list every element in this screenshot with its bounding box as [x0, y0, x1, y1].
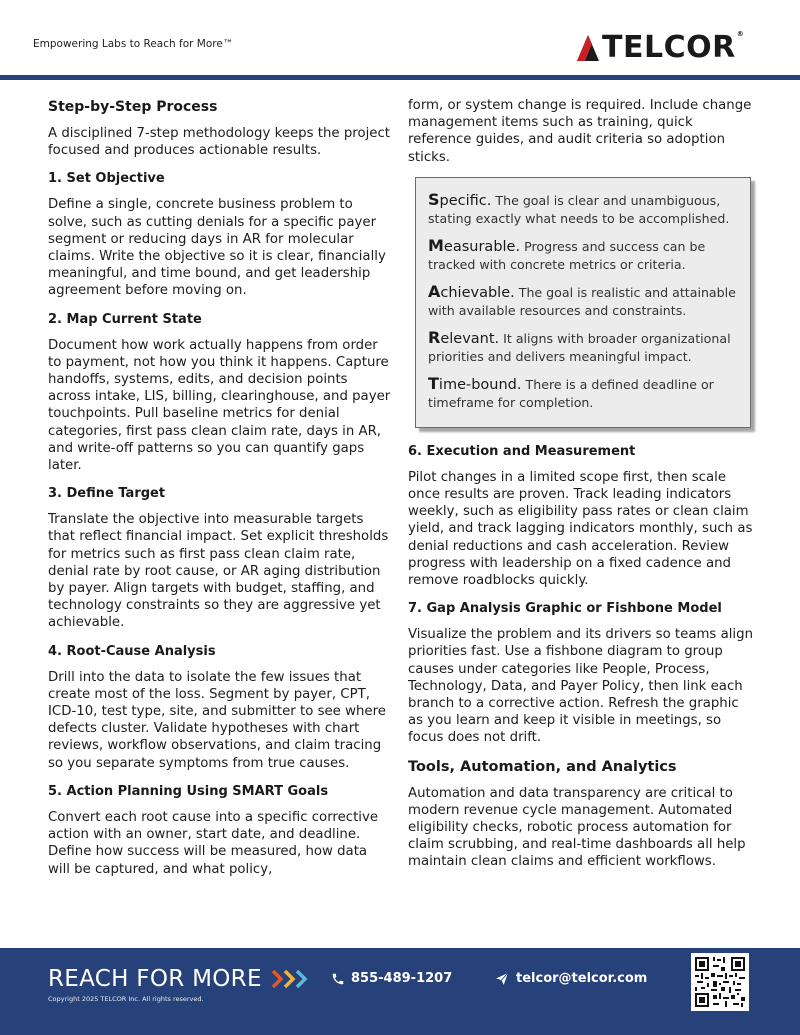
- phone-contact[interactable]: [331, 971, 452, 986]
- step-body: Translate the objective into measurable targets that reflect financial impact. Set explicit thresholds for metrics such as first pass clean claim rate, denial rate by root cause, or AR aging distribution by payer. Align targets with budget, staffing, and technology constraints so they are aggressive yet achievable.: [48, 512, 389, 631]
- step-heading: 6. Execution and Measurement: [408, 443, 636, 459]
- step-heading: 2. Map Current State: [48, 311, 202, 327]
- step-heading: 1. Set Objective: [48, 171, 165, 187]
- section-title: Tools, Automation, and Analytics: [408, 758, 677, 775]
- step-heading: 5. Action Planning Using SMART Goals: [48, 783, 329, 799]
- left-column: [48, 98, 392, 889]
- step-body: Visualize the problem and its drivers so teams align priorities fast. Use a fishbone diagram to group causes under categories like People, Process, Technology, Data, and Payer Policy, then link each branch to a corrective action. Refresh the graphic as you learn and keep it visible in meetings, so focus does not drift.: [408, 627, 753, 746]
- intro-paragraph: A disciplined 7-step methodology keeps the project focused and produces actionable results.: [48, 126, 390, 159]
- smart-definition: It aligns with broader organizational priorities and delivers meaningful impact.: [428, 330, 731, 364]
- section-title: Step-by-Step Process: [48, 99, 218, 115]
- smart-item-specific: [428, 191, 738, 228]
- step-body: Document how work actually happens from order to payment, not how you think it happens. Capture handoffs, systems, edits, and decision points across intake, LIS, billing, clearinghouse, and payer touchpoints. Pull baseline metrics for denial categories, first pass clean claim rate, days in AR, and write-off patterns so you can quantify gaps later.: [48, 337, 391, 474]
- smart-term: Specific.: [428, 189, 492, 209]
- step-body: Convert each root cause into a specific corrective action with an owner, start date, and deadline. Define how success will be measured, how data will be captured, and what policy,: [48, 809, 379, 877]
- smart-definition: The goal is clear and unambiguous, stating exactly what needs to be accomplished.: [428, 192, 730, 226]
- step-body: Drill into the data to isolate the few issues that create most of the loss. Segment by payer, CPT, ICD-10, test type, site, and submitter to see where defects cluster. Validate hypotheses with chart reviews, workflow observations, and claim tracing so you separate symptoms from true causes.: [48, 669, 386, 771]
- smart-term: Time-bound.: [428, 373, 522, 393]
- smart-item-time-bound: [428, 375, 738, 412]
- step-body: Pilot changes in a limited scope first, then scale once results are proven. Track leading indicators weekly, such as eligibility pass rates or clean claim yield, and track lagging indicators monthly, such as denial reductions and cash acceleration. Review progress with leadership on a fixed cadence and remove roadblocks quickly.: [408, 469, 753, 589]
- registered-mark: ®: [736, 30, 745, 38]
- footer-slogan: REACH FOR MORE: [48, 966, 262, 992]
- smart-definition: Progress and success can be tracked with concrete metrics or criteria.: [428, 238, 706, 272]
- step-body: Define a single, concrete business problem to solve, such as cutting denials for a specific payer segment or reducing days in AR for molecular claims. Write the objective so it is clear, financially meaningful, and time bound, and get leadership agreement before moving on.: [48, 197, 386, 299]
- step-heading: 7. Gap Analysis Graphic or Fishbone Model: [408, 601, 722, 617]
- right-column: [408, 97, 758, 882]
- smart-item-relevant: [428, 329, 738, 366]
- page-header: [0, 0, 800, 84]
- logo-text: TELCOR®: [602, 30, 745, 65]
- telcor-logo: [576, 28, 744, 68]
- qr-code-icon: [695, 957, 745, 1007]
- step-heading: 3. Define Target: [48, 486, 166, 502]
- smart-term: Measurable.: [428, 235, 521, 255]
- paper-plane-icon: [494, 972, 510, 986]
- logo-triangle-icon: [576, 34, 600, 62]
- smart-item-achievable: [428, 283, 738, 320]
- phone-icon: [331, 972, 345, 986]
- smart-goals-box: [415, 177, 751, 428]
- smart-item-measurable: [428, 237, 738, 274]
- smart-term: Achievable.: [428, 281, 515, 301]
- email-contact[interactable]: [494, 971, 647, 986]
- chevrons-icon: [271, 968, 311, 990]
- qr-code[interactable]: [691, 953, 749, 1011]
- smart-definition: The goal is realistic and attainable with available resources and constraints.: [428, 284, 736, 318]
- copyright: Copyright 2025 TELCOR Inc. All rights reserved.: [48, 995, 204, 1003]
- step-heading: 4. Root-Cause Analysis: [48, 643, 216, 659]
- header-divider: [0, 75, 800, 80]
- tagline: Empowering Labs to Reach for More™: [33, 38, 234, 50]
- phone-number: 855-489-1207: [351, 971, 453, 986]
- smart-term: Relevant.: [428, 327, 500, 347]
- tools-paragraph: Automation and data transparency are critical to modern revenue cycle management. Automated eligibility checks, robotic process automation for claim scrubbing, and real-time dashboards all help maintain clean claims and efficient workflows.: [408, 785, 746, 870]
- continuation-paragraph: form, or system change is required. Include change management items such as training, quick reference guides, and audit criteria so adoption sticks.: [408, 98, 752, 165]
- email-address: telcor@telcor.com: [516, 971, 648, 986]
- smart-definition: There is a defined deadline or timeframe for completion.: [428, 376, 714, 410]
